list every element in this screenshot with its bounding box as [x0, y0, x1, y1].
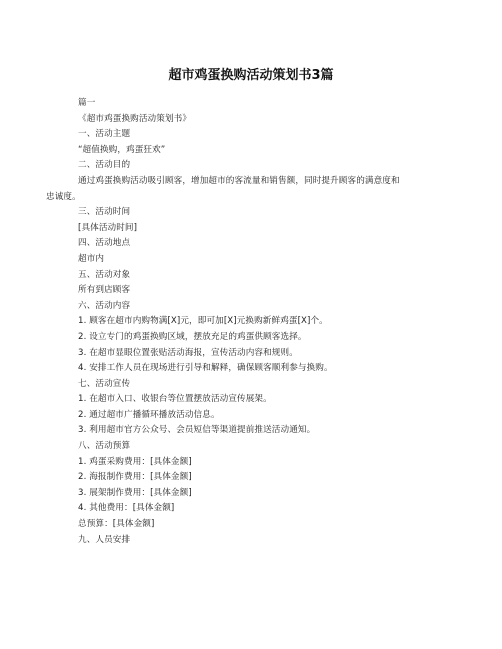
budget-total: 总预算：[具体金额]: [78, 519, 155, 530]
heading-purpose: 二、活动目的: [78, 160, 131, 171]
heading-theme: 一、活动主题: [78, 129, 131, 140]
subtitle: 《超市鸡蛋换购活动策划书》: [78, 113, 192, 124]
promotion-item-1: 1. 在超市入口、收银台等位置摆放活动宣传展架。: [78, 394, 272, 405]
document-title: 超市鸡蛋换购活动策划书3篇: [168, 68, 334, 83]
heading-staffing: 九、人员安排: [78, 534, 131, 545]
heading-promotion: 七、活动宣传: [78, 378, 131, 389]
purpose-text-line-2: 忠诚度。: [46, 191, 81, 202]
heading-audience: 五、活动对象: [78, 269, 131, 280]
budget-item-3: 3. 展架制作费用：[具体金额]: [78, 487, 192, 498]
theme-text: “超值换购，鸡蛋狂欢”: [78, 144, 166, 155]
promotion-item-3: 3. 利用超市官方公众号、会员短信等渠道提前推送活动通知。: [78, 425, 316, 436]
heading-time: 三、活动时间: [78, 207, 131, 218]
content-item-2: 2. 设立专门的鸡蛋换购区域，摆放充足的鸡蛋供顾客选择。: [78, 331, 307, 342]
content-item-3: 3. 在超市显眼位置张贴活动海报，宣传活动内容和规则。: [78, 347, 298, 358]
time-text: [具体活动时间]: [78, 222, 138, 233]
budget-item-1: 1. 鸡蛋采购费用：[具体金额]: [78, 456, 192, 467]
heading-budget: 八、活动预算: [78, 441, 131, 452]
heading-location: 四、活动地点: [78, 238, 131, 249]
content-item-1: 1. 顾客在超市内购物满[X]元，即可加[X]元换购新鲜鸡蛋[X]个。: [78, 316, 328, 327]
heading-content: 六、活动内容: [78, 300, 131, 311]
document-body: [46, 96, 454, 548]
budget-item-2: 2. 海报制作费用：[具体金额]: [78, 472, 192, 483]
section-label: 篇一: [78, 98, 96, 108]
audience-text: 所有到店顾客: [78, 285, 131, 296]
content-item-4: 4. 安排工作人员在现场进行引导和解释，确保顾客顺利参与换购。: [78, 363, 333, 374]
purpose-text-line-1: 通过鸡蛋换购活动吸引顾客，增加超市的客流量和销售额，同时提升顾客的满意度和: [78, 175, 400, 186]
budget-item-4: 4. 其他费用：[具体金额]: [78, 503, 175, 514]
location-text: 超市内: [78, 253, 105, 264]
promotion-item-2: 2. 通过超市广播循环播放活动信息。: [78, 409, 220, 420]
